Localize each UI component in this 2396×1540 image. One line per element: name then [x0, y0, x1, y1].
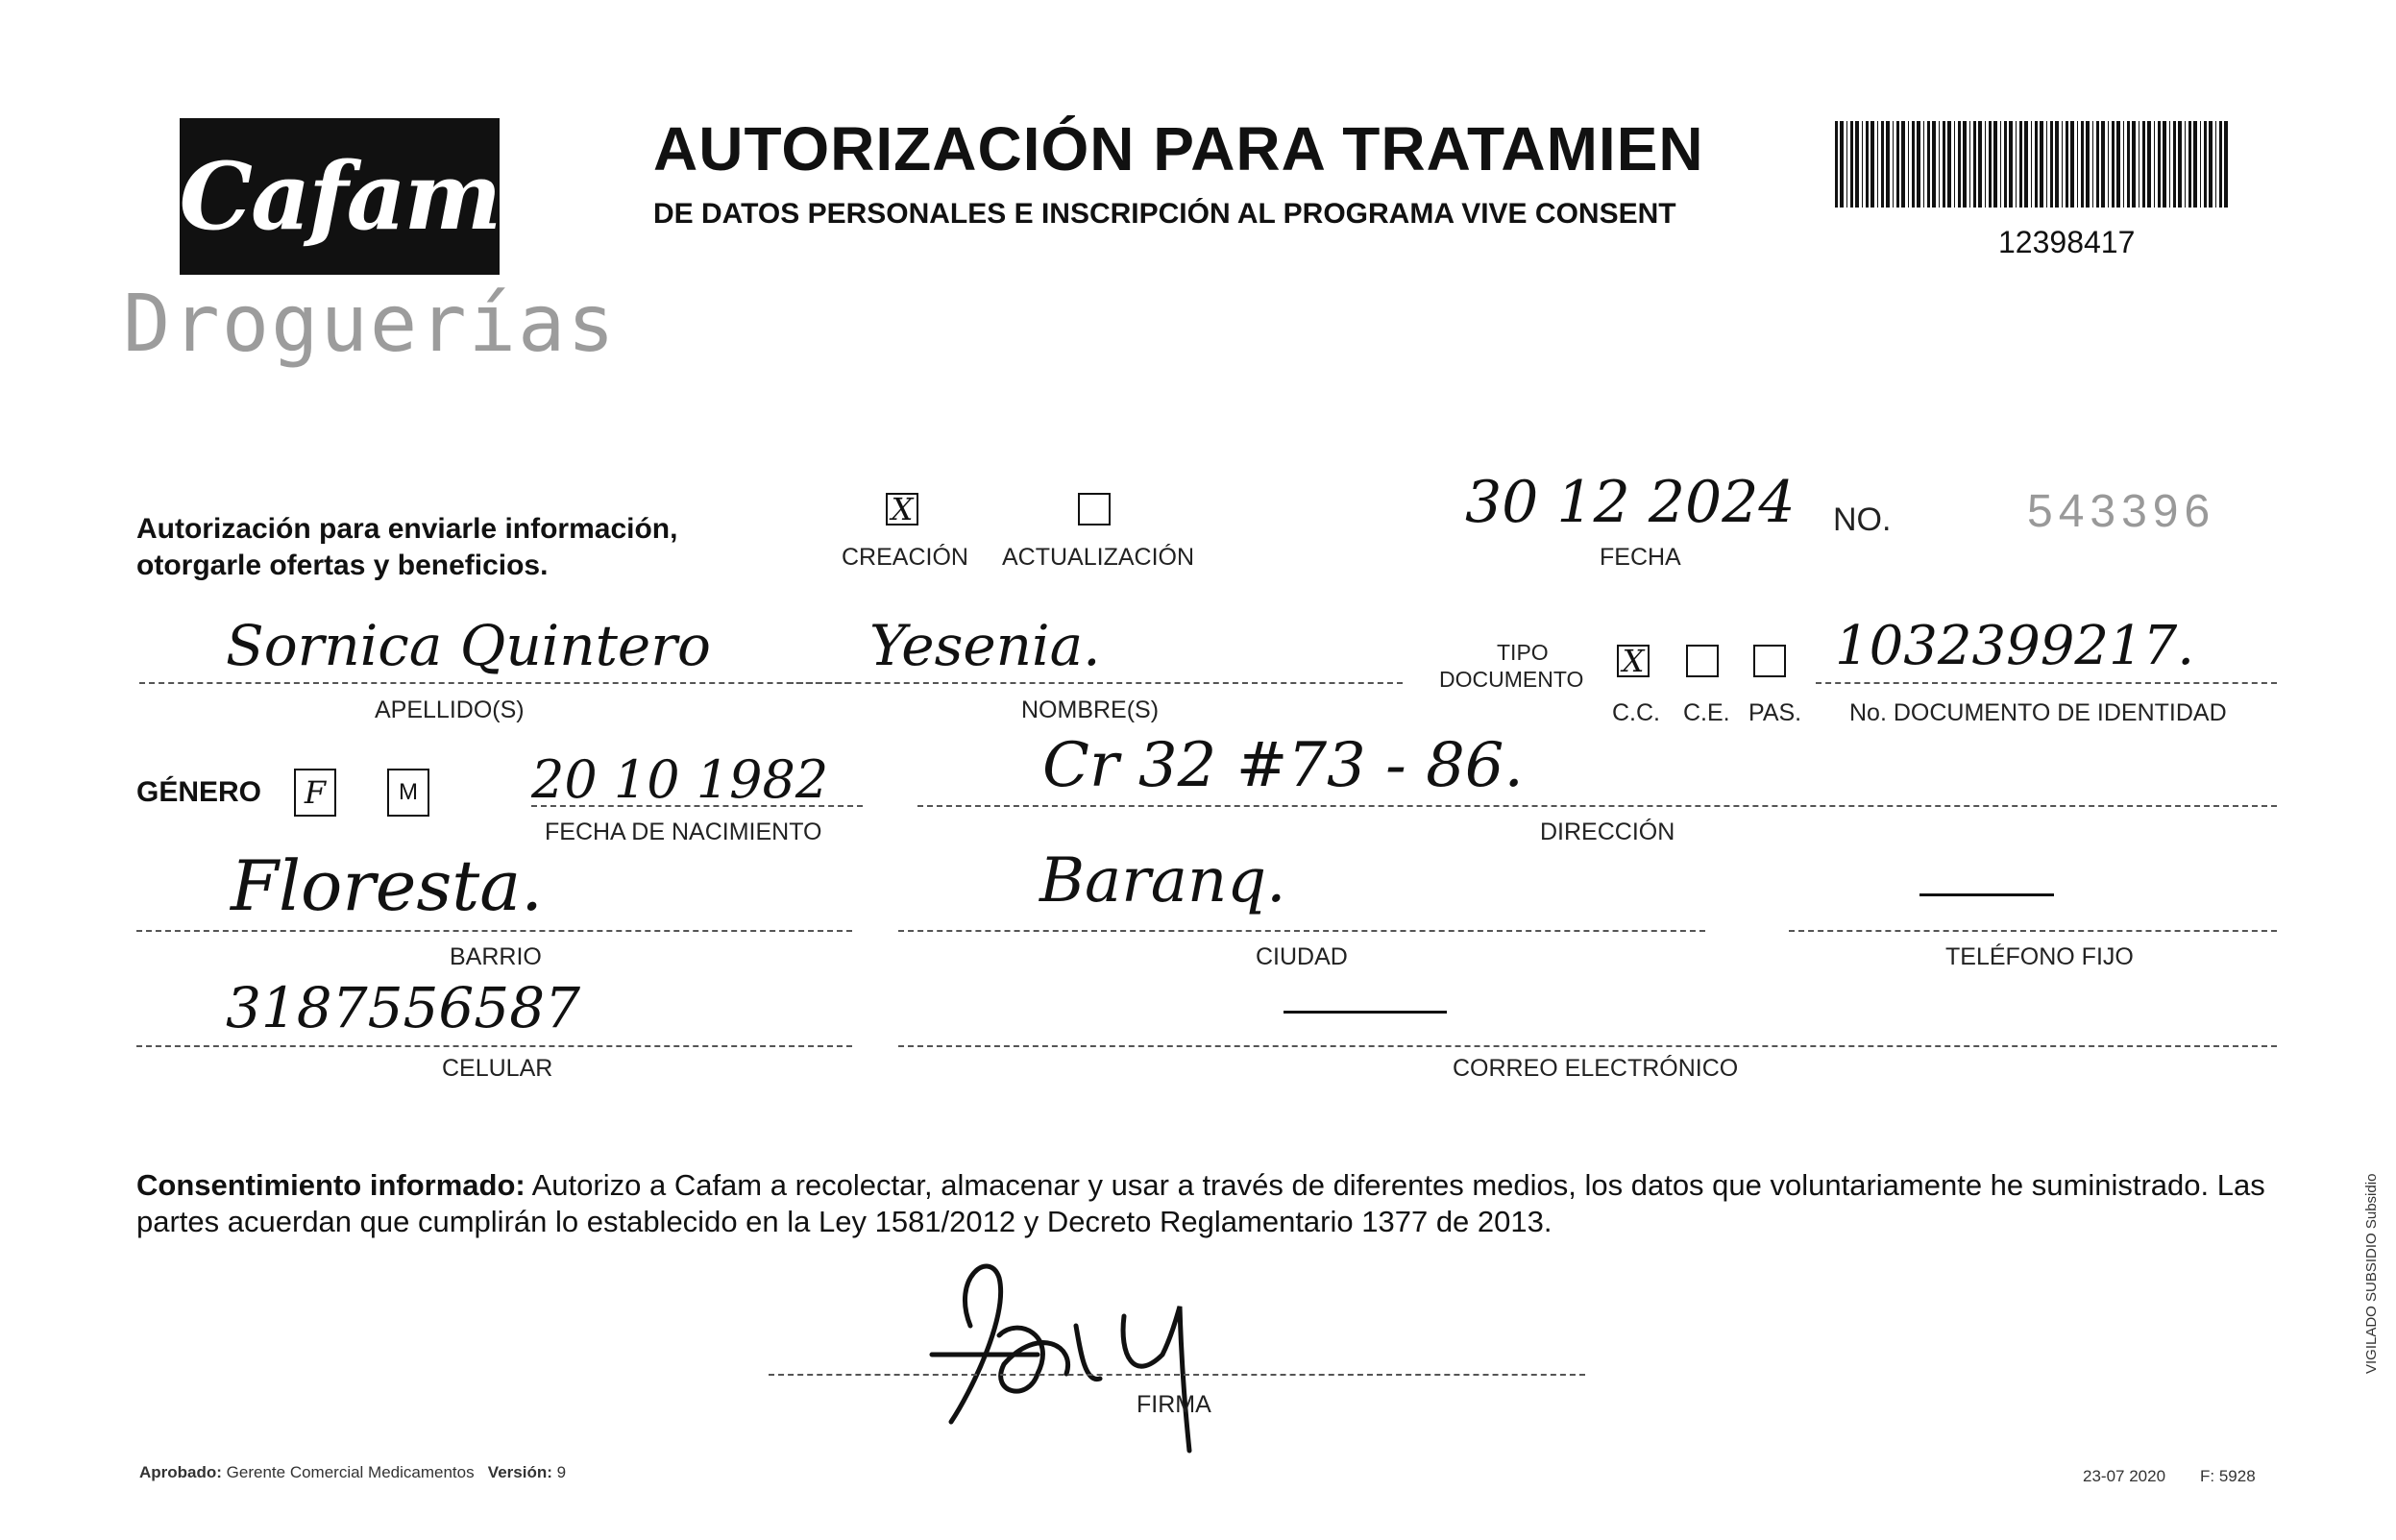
firma-label: FIRMA: [1137, 1391, 1211, 1418]
correo-empty-dash: [1284, 1011, 1447, 1014]
actualizacion-label: ACTUALIZACIÓN: [1002, 544, 1195, 571]
pas-label: PAS.: [1748, 699, 1802, 726]
nombres-value[interactable]: Yesenia.: [869, 613, 1101, 678]
telefono-line: [1789, 930, 2277, 932]
tipo-label: TIPO: [1497, 640, 1549, 665]
barcode-number: 12398417: [1998, 225, 2136, 259]
genero-label: GÉNERO: [136, 776, 262, 808]
genero-m-checkbox[interactable]: [387, 769, 429, 817]
correo-line: [898, 1045, 2277, 1047]
creacion-check-mark: X: [891, 491, 914, 527]
correo-label: CORREO ELECTRÓNICO: [1453, 1055, 1739, 1082]
barcode-icon: [1835, 121, 2229, 208]
aprobado-value: Gerente Comercial Medicamentos: [226, 1463, 475, 1481]
fecha-value[interactable]: 30 12 2024: [1465, 469, 1796, 536]
documento-value[interactable]: 1032399217.: [1835, 615, 2195, 677]
authorization-text-line1: Autorización para enviarle información,: [136, 513, 678, 545]
direccion-value[interactable]: Cr 32 #73 - 86.: [1042, 730, 1524, 801]
actualizacion-checkbox[interactable]: [1078, 493, 1111, 526]
celular-line: [136, 1045, 852, 1047]
documento-label: No. DOCUMENTO DE IDENTIDAD: [1849, 699, 2227, 726]
pas-checkbox[interactable]: [1753, 645, 1786, 677]
consent-heading: Consentimiento informado:: [136, 1168, 526, 1202]
no-label: NO.: [1833, 501, 1892, 538]
ce-label: C.E.: [1683, 699, 1730, 726]
documento-line: [1816, 682, 2277, 684]
version-label: Versión:: [487, 1463, 552, 1481]
barrio-value[interactable]: Floresta.: [231, 845, 544, 926]
side-text: VIGILADO SUBSIDIO Subsidio: [2363, 1173, 2380, 1374]
telefono-empty-dash: [1919, 893, 2054, 896]
cafam-logo: [180, 118, 500, 275]
cc-check-mark: X: [1622, 643, 1645, 679]
direccion-line: [917, 805, 2277, 807]
direccion-label: DIRECCIÓN: [1540, 819, 1675, 845]
authorization-text-line2: otorgarle ofertas y beneficios.: [136, 550, 549, 581]
ce-checkbox[interactable]: [1686, 645, 1719, 677]
creacion-checkbox[interactable]: [886, 493, 918, 526]
celular-label: CELULAR: [442, 1055, 553, 1082]
apellidos-line: [139, 682, 850, 684]
fecha-nacimiento-value[interactable]: 20 10 1982: [531, 749, 829, 810]
cc-checkbox[interactable]: [1617, 645, 1650, 677]
fecha-nacimiento-line: [531, 805, 863, 807]
m-label: M: [399, 779, 418, 805]
form-number: 543396: [2027, 486, 2216, 537]
footer-approval: [139, 1463, 566, 1482]
footer-date: 23-07 2020: [2083, 1467, 2166, 1485]
f-check-mark: F: [304, 774, 327, 811]
signature-image: [913, 1220, 1278, 1470]
form-subtitle: DE DATOS PERSONALES E INSCRIPCIÓN AL PROGRAMA VIVE CONSENT: [653, 198, 1676, 230]
brand-subtext: Droguerías: [123, 279, 617, 370]
ciudad-line: [898, 930, 1705, 932]
ciudad-label: CIUDAD: [1256, 943, 1348, 970]
nombres-line: [788, 682, 1403, 684]
telefono-label: TELÉFONO FIJO: [1945, 943, 2134, 970]
barrio-label: BARRIO: [450, 943, 542, 970]
ciudad-value[interactable]: Baranq.: [1039, 845, 1286, 917]
creacion-label: CREACIÓN: [842, 544, 968, 571]
footer-form-code: F: 5928: [2200, 1467, 2256, 1485]
apellidos-value[interactable]: Sornica Quintero: [226, 613, 711, 678]
documento-type-label: DOCUMENTO: [1439, 667, 1584, 692]
cc-label: C.C.: [1612, 699, 1660, 726]
version-value: 9: [556, 1463, 567, 1481]
celular-value[interactable]: 3187556587: [226, 975, 581, 1040]
logo-text: Cafam: [179, 142, 501, 251]
apellidos-label: APELLIDO(S): [375, 697, 525, 723]
nombres-label: NOMBRE(S): [1021, 697, 1160, 723]
fecha-label: FECHA: [1600, 544, 1681, 571]
barrio-line: [136, 930, 852, 932]
fecha-nacimiento-label: FECHA DE NACIMIENTO: [545, 819, 822, 845]
aprobado-label: Aprobado:: [139, 1463, 222, 1481]
firma-line: [769, 1374, 1585, 1376]
form-title: AUTORIZACIÓN PARA TRATAMIEN: [653, 114, 1704, 183]
genero-f-checkbox[interactable]: [294, 769, 336, 817]
consent-text: Autorizo a Cafam a recolectar, almacenar y usar a través de diferentes medios, los datos que voluntariamente he suministrado. Las partes acuerdan que cumplirán lo establecido en la Ley 1581/2012 y Decreto Reglamentario 1377 de 2013.: [136, 1168, 2265, 1238]
